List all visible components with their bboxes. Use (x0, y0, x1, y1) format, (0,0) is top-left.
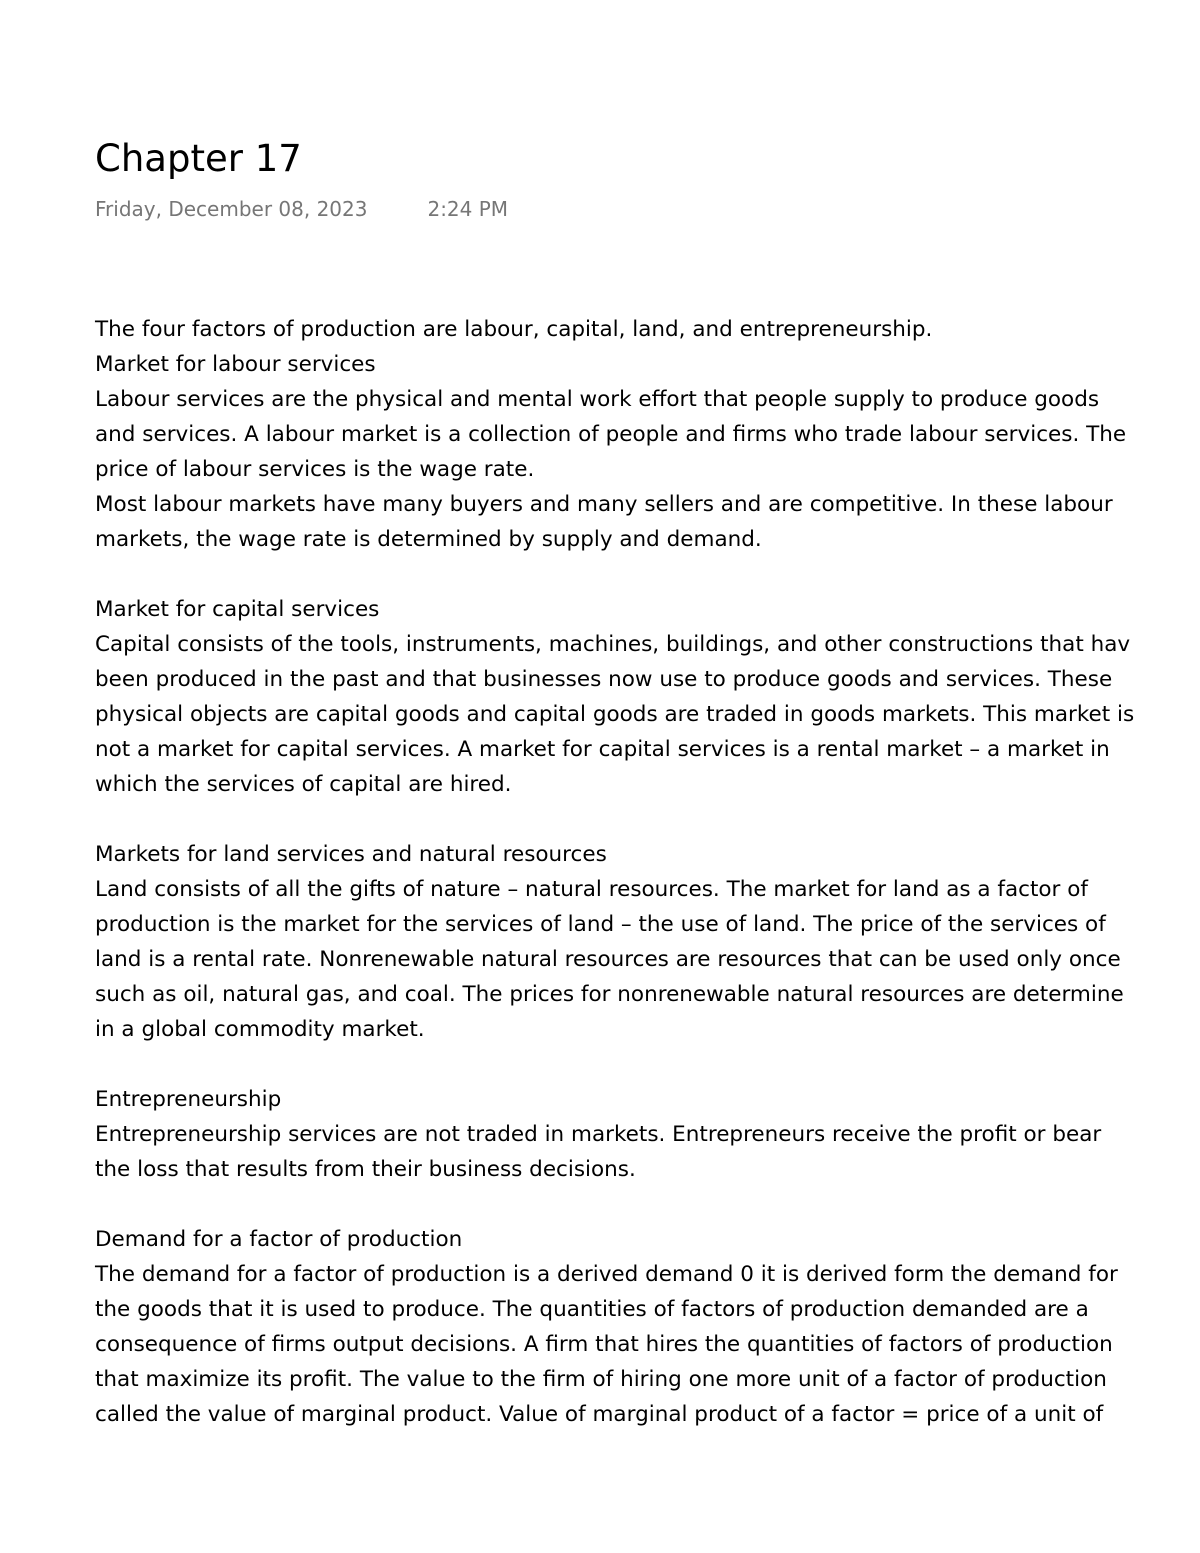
body-line: land is a rental rate. Nonrenewable natural resources are resources that can be used only once (95, 947, 1121, 972)
body-line: and services. A labour market is a collection of people and firms who trade labour services. The (95, 422, 1127, 447)
page-time: 2:24 PM (427, 197, 509, 221)
body-line: the loss that results from their business decisions. (95, 1157, 636, 1182)
page-title[interactable]: Chapter 17 (95, 137, 302, 180)
body-line: which the services of capital are hired. (95, 772, 512, 797)
note-page (95, 134, 1200, 1427)
body-line: Entrepreneurship (95, 1087, 282, 1112)
body-line: Most labour markets have many buyers and many sellers and are competitive. In these labour (95, 492, 1113, 517)
body-line: been produced in the past and that businesses now use to produce goods and services. These (95, 667, 1113, 692)
body-line: consequence of firms output decisions. A firm that hires the quantities of factors of production (95, 1332, 1113, 1357)
body-line: in a global commodity market. (95, 1017, 425, 1042)
body-line: called the value of marginal product. Value of marginal product of a factor = price of a unit of (95, 1402, 1104, 1427)
blank-line (95, 802, 1200, 837)
body-line: price of labour services is the wage rate. (95, 457, 535, 482)
body-line: physical objects are capital goods and capital goods are traded in goods markets. This market is (95, 702, 1135, 727)
body-line: Markets for land services and natural resources (95, 842, 607, 867)
blank-line (95, 1047, 1200, 1082)
blank-line (95, 1187, 1200, 1222)
body-line: that maximize its profit. The value to the firm of hiring one more unit of a factor of production (95, 1367, 1107, 1392)
body-line: markets, the wage rate is determined by supply and demand. (95, 527, 762, 552)
body-line: such as oil, natural gas, and coal. The prices for nonrenewable natural resources are determine (95, 982, 1124, 1007)
body-line: Capital consists of the tools, instruments, machines, buildings, and other constructions that hav (95, 632, 1131, 657)
body-line: Demand for a factor of production (95, 1227, 463, 1252)
body-line: not a market for capital services. A market for capital services is a rental market – a market in (95, 737, 1110, 762)
body-line: Market for capital services (95, 597, 380, 622)
body-line: Entrepreneurship services are not traded in markets. Entrepreneurs receive the profit or bear (95, 1122, 1102, 1147)
body-line: Labour services are the physical and mental work effort that people supply to produce goods (95, 387, 1100, 412)
note-body[interactable] (95, 312, 1200, 1432)
body-line: Land consists of all the gifts of nature – natural resources. The market for land as a factor of (95, 877, 1088, 902)
body-line: the goods that it is used to produce. The quantities of factors of production demanded are a (95, 1297, 1089, 1322)
blank-line (95, 557, 1200, 592)
body-line: production is the market for the services of land – the use of land. The price of the services of (95, 912, 1106, 937)
body-line: Market for labour services (95, 352, 376, 377)
body-line: The four factors of production are labour, capital, land, and entrepreneurship. (95, 317, 933, 342)
body-line: The demand for a factor of production is a derived demand 0 it is derived form the demand for (95, 1262, 1118, 1287)
page-date: Friday, December 08, 2023 (95, 197, 368, 221)
page-timestamp (95, 195, 1200, 223)
